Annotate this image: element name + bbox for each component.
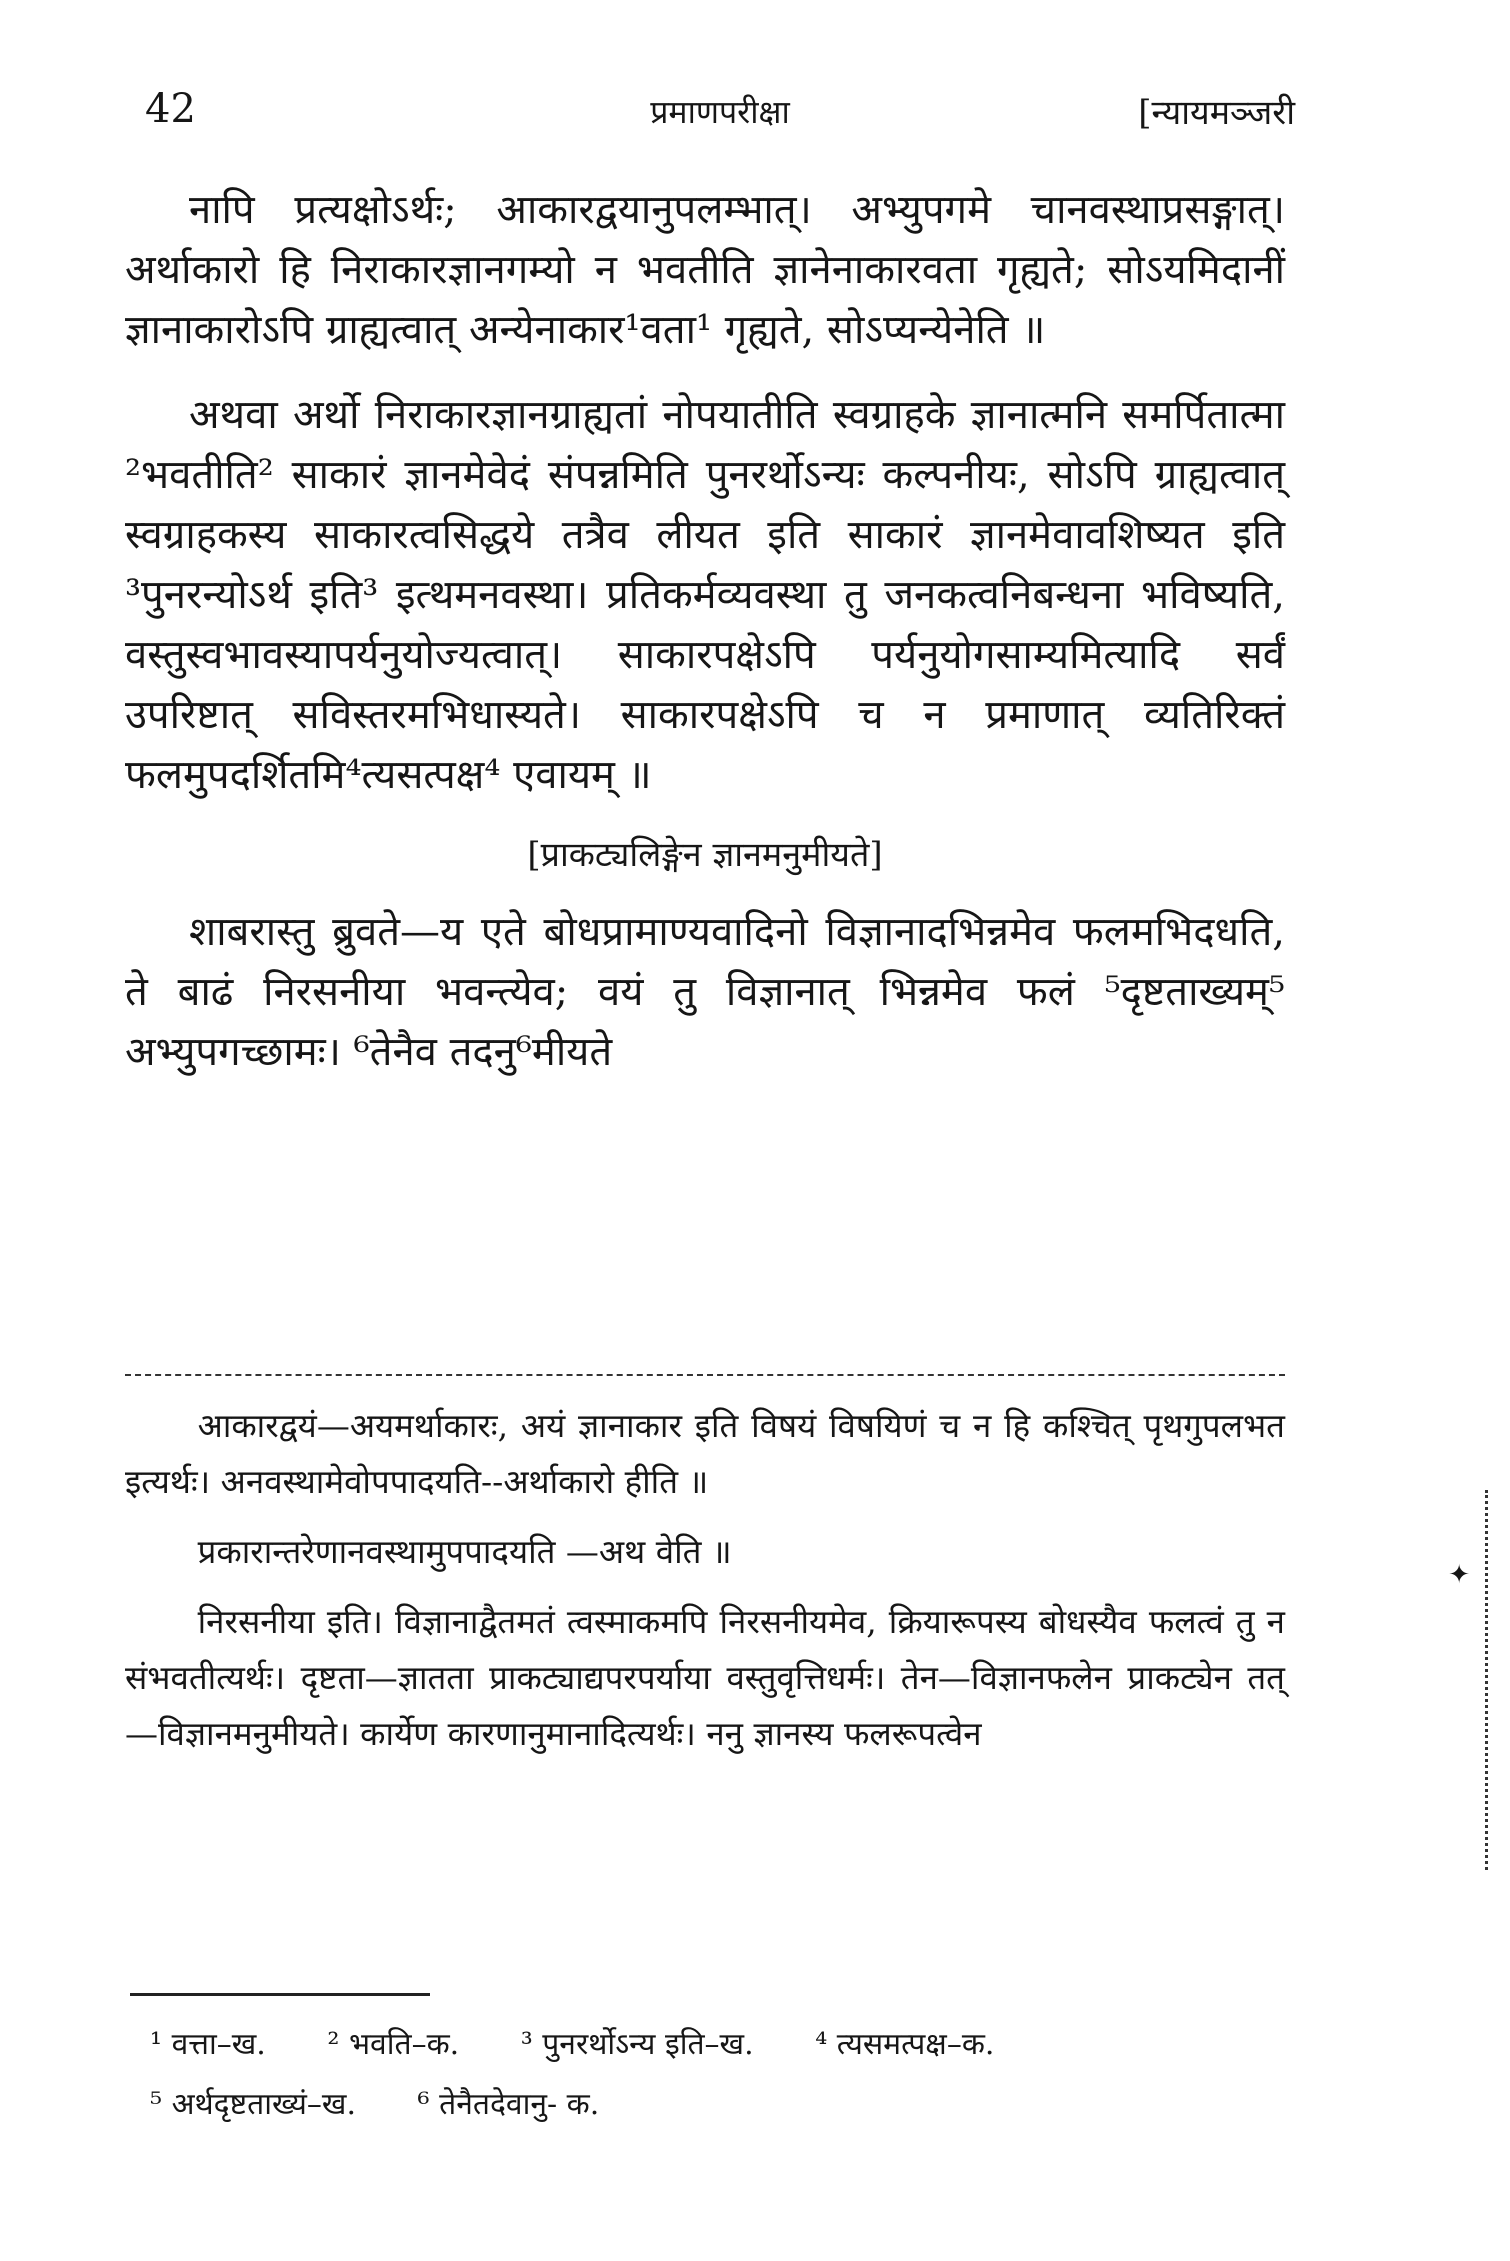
- margin-mark-icon: ✦: [1448, 1560, 1470, 1590]
- book-title: [न्यायमञ्जरी: [1138, 93, 1295, 133]
- paragraph-2: अथवा अर्थो निराकारज्ञानग्राह्यतां नोपयातीति स्वग्राहके ज्ञानात्मनि समर्पितात्मा ²भवतीति² साकारं ज्ञानमेवेदं संपन्नमिति पुनरर्थोऽन्यः कल्पनीयः, सोऽपि ग्राह्यत्वात् स्वग्राहकस्य साकारत्वसिद्धये तत्रैव लीयत इति साकारं ज्ञानमेवावशिष्यत इति ³पुनरन्योऽर्थ इति³ इत्थमनवस्था। प्रतिकर्मव्यवस्था तु जनकत्वनिबन्धना भविष्यति, वस्तुस्वभावस्यापर्यनुयोज्यत्वात्। साकारपक्षेऽपि पर्यनुयोगसाम्यमित्यादि सर्वं उपरिष्टात् सविस्तरमभिधास्यते। साकारपक्षेऽपि च न प्रमाणात् व्यतिरिक्तं फलमुपदर्शितमि⁴त्यसत्पक्ष⁴ एवायम् ॥: [125, 392, 1285, 798]
- binding-edge-marks: [1485, 1490, 1492, 1870]
- footnotes: [150, 2015, 1300, 2135]
- page-header: [145, 86, 1295, 156]
- commentary-paragraph-3: निरसनीया इति। विज्ञानाद्वैतमतं त्वस्माकमपि निरसनीयमेव, क्रियारूपस्य बोधस्यैव फलत्वं तु न संभवतीत्यर्थः। दृष्टता—ज्ञातता प्राकट्याद्यपरपर्याया वस्तुवृत्तिधर्मः। तेन—विज्ञानफलेन प्राकट्येन तत्—विज्ञानमनुमीयते। कार्येण कारणानुमानादित्यर्थः। ननु ज्ञानस्य फलरूपत्वेन: [125, 1602, 1285, 1753]
- commentary: [125, 1398, 1285, 1776]
- footnote-6: ⁶ तेनैतदेवानु- क.: [417, 2087, 600, 2122]
- footnote-4: ⁴ त्यसमत्पक्ष–क.: [815, 2027, 995, 2062]
- footnote-5: ⁵ अर्थदृष्टताख्यं–ख.: [150, 2087, 356, 2122]
- paragraph-1: नापि प्रत्यक्षोऽर्थः; आकारद्वयानुपलम्भात्। अभ्युपगमे चानवस्थाप्रसङ्गात्। अर्थाकारो हि निराकारज्ञानगम्यो न भवतीति ज्ञानेनाकारवता गृह्यते; सोऽयमिदानीं ज्ञानाकारोऽपि ग्राह्यत्वात् अन्येनाकार¹वता¹ गृह्यते, सोऽप्यन्येनेति ॥: [125, 187, 1285, 353]
- footnote-rule: [130, 1993, 430, 1996]
- main-text: [125, 180, 1285, 1107]
- footnote-2: ² भवति–क.: [327, 2027, 460, 2062]
- commentary-paragraph-2: प्रकारान्तरेणानवस्थामुपपादयति —अथ वेति ॥: [197, 1532, 732, 1571]
- footnote-3: ³ पुनरर्थोऽन्य इति–ख.: [520, 2027, 754, 2062]
- section-heading: [प्राकट्यलिङ्गेन ज्ञानमनुमीयते]: [527, 835, 883, 875]
- paragraph-3: शाबरास्तु ब्रुवते—य एते बोधप्रामाण्यवादिनो विज्ञानादभिन्नमेव फलमभिदधति, ते बाढं निरसनीया भवन्त्येव; वयं तु विज्ञानात् भिन्नमेव फलं ⁵दृष्टताख्यम्⁵ अभ्युपगच्छामः। ⁶तेनैव तदनु⁶मीयते: [125, 909, 1285, 1075]
- running-title: प्रमाणपरीक्षा: [650, 93, 790, 131]
- commentary-divider: [125, 1374, 1285, 1376]
- footnote-1: ¹ वत्ता–ख.: [150, 2027, 266, 2062]
- commentary-paragraph-1: आकारद्वयं—अयमर्थाकारः, अयं ज्ञानाकार इति विषयं विषयिणं च न हि कश्चित् पृथगुपलभत इत्यर्थः। अनवस्थामेवोपपादयति--अर्थाकारो हीति ॥: [125, 1406, 1285, 1501]
- page-number: 42: [145, 86, 196, 132]
